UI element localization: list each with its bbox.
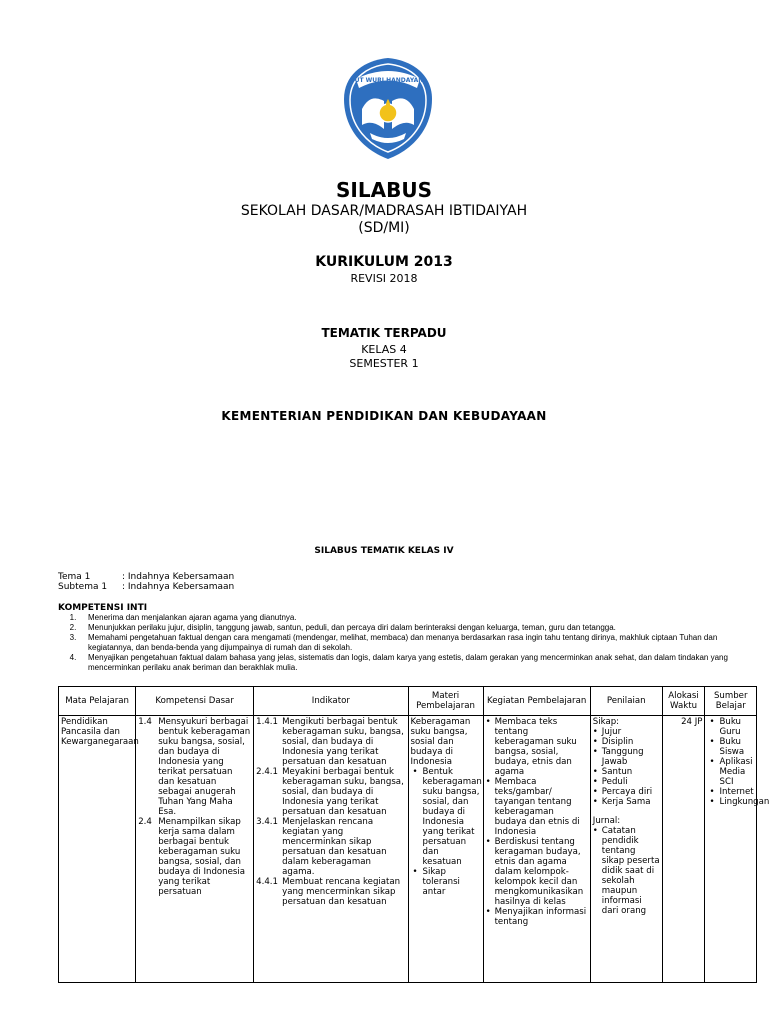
indikator-code: 1.4.1	[256, 717, 278, 727]
ministry-name: KEMENTERIAN PENDIDIKAN DAN KEBUDAYAAN	[221, 409, 547, 423]
mapel-cell: Pendidikan Pancasila dan Kewarganegaraan	[59, 716, 136, 983]
tema-label: Tema 1	[58, 572, 91, 582]
list-item: • Internet	[707, 787, 754, 797]
ki-heading: KOMPETENSI INTI	[58, 603, 148, 613]
sumber-cell	[705, 716, 769, 983]
list-item: • Membaca teks/gambar/ tayangan tentang keberagaman budaya dan etnis di Indonesia	[486, 777, 588, 837]
indikator-code: 3.4.1	[256, 817, 278, 827]
ki-number: 4.	[69, 653, 77, 662]
ki-number: 1.	[69, 613, 77, 622]
ki-text: Menyajikan pengetahuan faktual dalam bahasa yang jelas, sistematis dan logis, dalam karya yang estetis, dalam gerakan yang mencerminkan anak sehat, dan dalam tindakan yang mencerminkan perilaku anak beriman dan berakhlak mulia.	[88, 653, 728, 672]
list-item: • Aplikasi Media SCI	[707, 757, 754, 787]
kegiatan-list	[486, 717, 588, 927]
indikator-code: 2.4.1	[256, 767, 278, 777]
theme-info	[58, 572, 234, 592]
sikap-label: Sikap:	[592, 717, 620, 727]
list-item: • Percaya diri	[593, 787, 660, 797]
list-item: • Buku Siswa	[707, 737, 754, 757]
list-item: • Jujur	[593, 727, 660, 737]
school-level	[0, 203, 768, 237]
materi-cell	[408, 716, 483, 983]
list-item: • Membaca teks tentang keberagaman suku bangsa, sosial, budaya, etnis dan agama	[486, 717, 588, 777]
ki-text: Menerima dan menjalankan ajaran agama yang dianutnya.	[88, 613, 297, 622]
tut-wuri-handayani-logo	[340, 55, 436, 161]
subtema-label: Subtema 1	[58, 582, 108, 592]
list-item: • Kerja Sama	[593, 797, 660, 807]
document-title: SILABUS	[336, 178, 432, 202]
ki-text: Menunjukkan perilaku jujur, disiplin, tanggung jawab, santun, peduli, dan percaya diri dalam berinteraksi dengan keluarga, teman, guru dan tetangga.	[88, 623, 616, 632]
school-line-2: (SD/MI)	[358, 220, 410, 236]
revision-label: REVISI 2018	[350, 272, 418, 285]
ki-text: Memahami pengetahuan faktual dengan cara mengamati (mendengar, melihat, membaca) dan menanya berdasarkan rasa ingin tahu tentang dirinya, makhluk ciptaan Tuhan dan kegiatannya, dan benda-benda yang dijumpainya di rumah dan di sekolah.	[88, 633, 718, 652]
header-cell: Alokasi Waktu	[662, 687, 705, 716]
indikator-item	[256, 877, 405, 907]
ki-item	[58, 633, 768, 653]
indikator-text: Meyakini berbagai bentuk keberagaman suku, bangsa, sosial, dan budaya di Indonesia yang terikat persatuan dan kesatuan	[282, 767, 404, 817]
kd-item	[138, 817, 251, 897]
subtema-value: : Indahnya Kebersamaan	[122, 582, 235, 592]
indikator-code: 4.4.1	[256, 877, 278, 887]
indikator-text: Menjelaskan rencana kegiatan yang mencerminkan sikap persatuan dan kesatuan dalam keberagaman agama.	[282, 817, 387, 877]
list-item: • Disiplin	[593, 737, 660, 747]
kd-text: Mensyukuri berbagai bentuk keberagaman suku bangsa, sosial, dan budaya di Indonesia yang terikat persatuan dan kesatuan sebagai anugerah Tuhan Yang Maha Esa.	[158, 717, 251, 817]
list-item: • Peduli	[593, 777, 660, 787]
list-item: • Berdiskusi tentang keragaman budaya, etnis dan agama dalam kelompok-kelompok kecil dan mengkomunikasikan hasilnya di kelas	[486, 837, 588, 907]
jurnal-label: Jurnal:	[592, 816, 621, 826]
header-cell: Kegiatan Pembelajaran	[483, 687, 590, 716]
list-item: • Menyajikan informasi tentang	[486, 907, 588, 927]
indikator-item	[256, 817, 405, 877]
kd-code: 2.4	[138, 817, 152, 827]
indikator-item	[256, 717, 405, 767]
school-line-1: SEKOLAH DASAR/MADRASAH IBTIDAIYAH	[240, 203, 528, 219]
header-cell: Indikator	[254, 687, 408, 716]
indikator-item	[256, 767, 405, 817]
ki-number: 3.	[69, 633, 77, 642]
indikator-text: Mengikuti berbagai bentuk keberagaman suku, bangsa, sosial, dan budaya di Indonesia yang terikat persatuan dan kesatuan	[282, 717, 404, 767]
penilaian-cell	[590, 716, 662, 983]
kegiatan-cell	[483, 716, 590, 983]
list-item: • Lingkungan	[707, 797, 754, 807]
materi-list	[411, 767, 481, 897]
subtema-row	[58, 582, 234, 592]
header-cell: Materi Pembelajaran	[408, 687, 483, 716]
indikator-text: Membuat rencana kegiatan yang mencerminkan sikap persatuan dan kesatuan	[282, 877, 401, 907]
list-item: • Buku Guru	[707, 717, 754, 737]
kd-text: Menampilkan sikap kerja sama dalam berbagai bentuk keberagaman suku bangsa, sosial, dan budaya di Indonesia yang terikat persatuan	[158, 817, 246, 897]
tema-row	[58, 572, 234, 582]
ki-list	[58, 613, 768, 673]
semester-label: SEMESTER 1	[349, 357, 419, 370]
ki-item	[58, 613, 768, 623]
syllabus-subtitle: SILABUS TEMATIK KELAS IV	[314, 546, 454, 556]
list-item: • Bentuk keberagaman suku bangsa, sosial, dan budaya di Indonesia yang terikat persatuan dan kesatuan	[411, 767, 481, 867]
svg-text:TUT WURI HANDAYANI: TUT WURI HANDAYANI	[350, 77, 426, 84]
indikator-cell	[254, 716, 408, 983]
sikap-list	[593, 727, 660, 807]
syllabus-table	[58, 686, 769, 983]
tema-value: : Indahnya Kebersamaan	[122, 572, 235, 582]
curriculum-title: KURIKULUM 2013	[315, 254, 453, 270]
kd-item	[138, 717, 251, 817]
list-item: • Catatan pendidik tentang sikap peserta didik saat di sekolah maupun informasi dari orang	[593, 826, 660, 916]
kd-code: 1.4	[138, 717, 152, 727]
header-cell: Mata Pelajaran	[59, 687, 136, 716]
list-item: • Sikap toleransi antar	[411, 867, 481, 897]
subject-title: TEMATIK TERPADU	[321, 326, 447, 340]
header-cell: Kompetensi Dasar	[136, 687, 254, 716]
jurnal-list	[593, 826, 660, 916]
header-cell: Sumber Belajar	[705, 687, 757, 716]
table-row	[59, 716, 757, 983]
ki-item	[58, 653, 768, 673]
sumber-list	[707, 717, 769, 807]
list-item: • Santun	[593, 767, 660, 777]
ki-item	[58, 623, 768, 633]
table-header-row	[59, 687, 757, 716]
materi-intro: Keberagaman suku bangsa, sosial dan budaya di Indonesia	[410, 717, 471, 767]
header-cell: Penilaian	[590, 687, 662, 716]
list-item: • Tanggung Jawab	[593, 747, 660, 767]
kd-cell	[136, 716, 254, 983]
class-label: KELAS 4	[361, 343, 407, 356]
alokasi-cell: 24 JP	[662, 716, 705, 983]
ki-number: 2.	[69, 623, 77, 632]
